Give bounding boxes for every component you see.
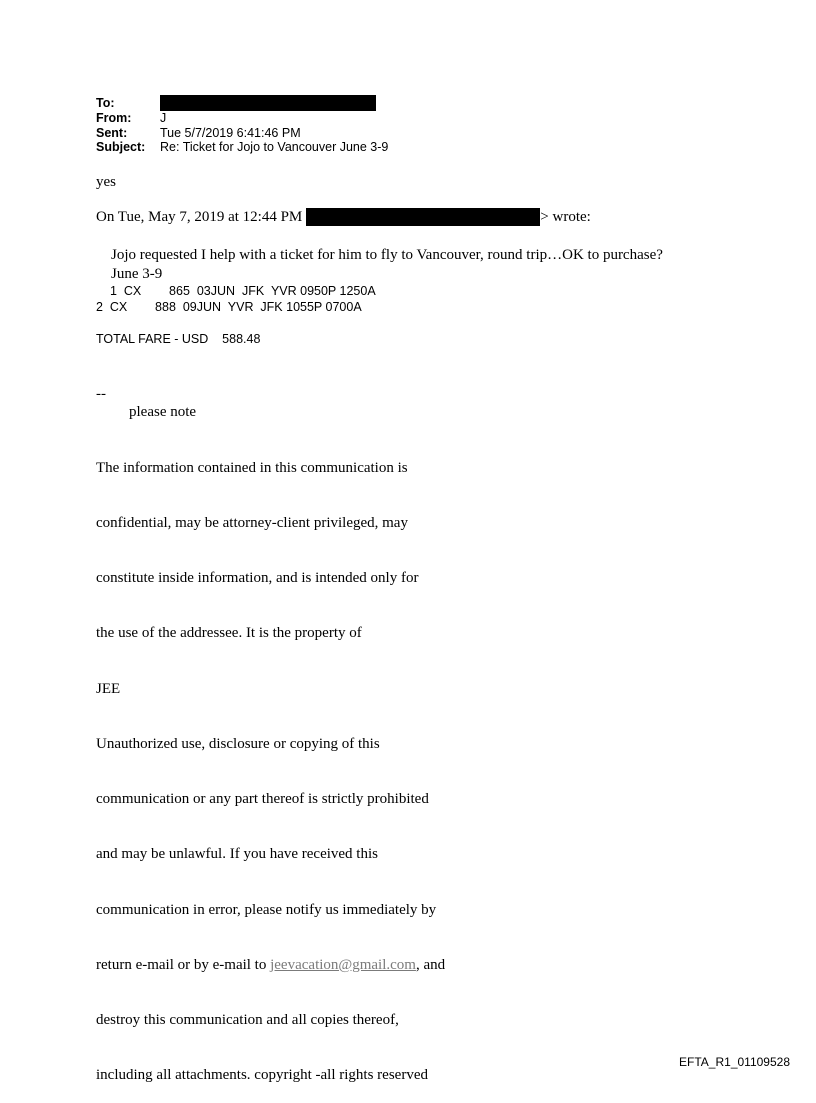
flight-segment: 2 CX 888 09JUN YVR JFK 1055P 0700A	[96, 300, 362, 314]
disclaimer-line: including all attachments. copyright -all rights reserved	[96, 1067, 428, 1084]
quote-intro-wrote: > wrote:	[540, 208, 591, 225]
travel-dates: June 3-9	[111, 266, 163, 282]
from-value: J	[160, 111, 167, 125]
disclaimer-line: the use of the addressee. It is the property of	[96, 625, 362, 642]
subject-label: Subject:	[96, 140, 146, 155]
subject-value: Re: Ticket for Jojo to Vancouver June 3-9	[160, 140, 389, 155]
disclaimer	[96, 422, 445, 1103]
quote-intro-date: On Tue, May 7, 2019 at 12:44 PM	[96, 208, 303, 225]
disclaimer-line: The information contained in this communication is	[96, 459, 408, 476]
sent-row	[96, 126, 388, 141]
disclaimer-line: communication in error, please notify us immediately by	[96, 901, 437, 918]
flight-segment: 1 CX 865 03JUN JFK YVR 0950P 1250A	[110, 284, 376, 298]
document-id: EFTA_R1_01109528	[679, 1055, 790, 1069]
from-row	[96, 111, 388, 126]
disclaimer-line: destroy this communication and all copies thereof,	[96, 1012, 399, 1028]
disclaimer-text: return e-mail or by e-mail to	[96, 956, 271, 973]
disclaimer-line-email	[96, 956, 445, 974]
email-link[interactable]: jeevacation@gmail.com	[270, 956, 416, 973]
redaction-bar	[160, 95, 376, 111]
sent-value: Tue 5/7/2019 6:41:46 PM	[160, 125, 301, 140]
to-row	[96, 96, 388, 111]
disclaimer-line: constitute inside information, and is intended only for	[96, 570, 419, 587]
total-fare: TOTAL FARE - USD 588.48	[96, 332, 261, 346]
reply-text: yes	[96, 174, 116, 190]
disclaimer-line: communication or any part thereof is strictly prohibited	[96, 791, 429, 808]
to-label: To:	[96, 96, 115, 110]
signature-separator: --	[96, 386, 106, 402]
disclaimer-line: Unauthorized use, disclosure or copying of this	[96, 735, 380, 752]
request-text: Jojo requested I help with a ticket for him to fly to Vancouver, round trip…OK to purchase?	[111, 247, 663, 263]
disclaimer-line: and may be unlawful. If you have received this	[96, 846, 378, 863]
subject-row	[96, 140, 388, 155]
quote-intro	[96, 208, 591, 226]
from-label: From:	[96, 111, 132, 125]
signature-note: please note	[129, 404, 197, 420]
sent-label: Sent:	[96, 125, 128, 140]
disclaimer-line: JEE	[96, 680, 121, 697]
email-header	[96, 96, 388, 155]
redaction-bar	[306, 208, 540, 226]
disclaimer-line: confidential, may be attorney-client privileged, may	[96, 515, 408, 532]
disclaimer-text: , and	[415, 956, 446, 973]
